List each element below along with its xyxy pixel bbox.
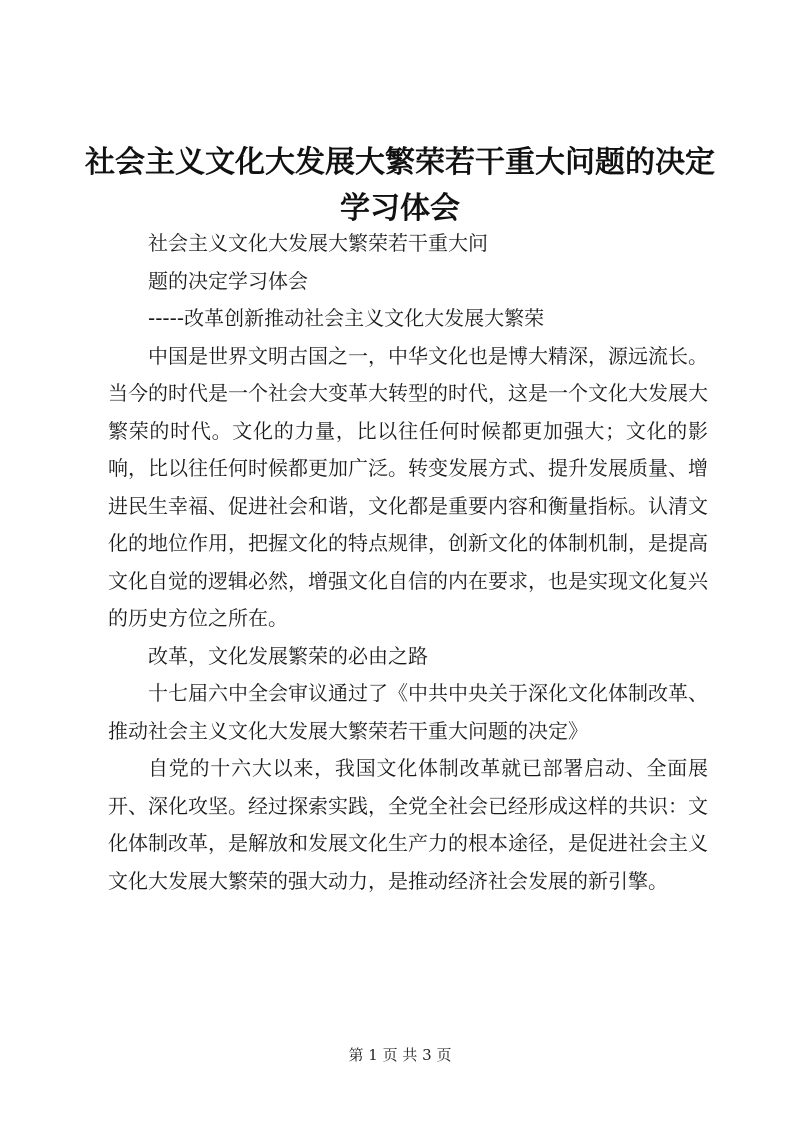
paragraph-heading-line-2: 题的决定学习体会: [148, 268, 308, 293]
paragraph-reform: 自党的十六大以来，我国文化体制改革就已部署启动、全面展开、深化攻坚。经过探索实践，全党全社会已经形成这样的共识：文化体制改革，是解放和发展文化生产力的根本途径，是促进社会主义文化大发展大繁荣的强大动力，是推动经济社会发展的新引擎。: [108, 756, 708, 893]
paragraph-decision: 十七届六中全会审议通过了《中共中央关于深化文化体制改革、推动社会主义文化大发展大繁荣若干重大问题的决定》: [108, 681, 708, 743]
paragraph-section-heading: 改革，文化发展繁荣的必由之路: [148, 643, 428, 668]
paragraph-subtitle: -----改革创新推动社会主义文化大发展大繁荣: [148, 306, 545, 330]
paragraph-intro: 中国是世界文明古国之一，中华文化也是博大精深，源远流长。当今的时代是一个社会大变革大转型的时代，这是一个文化大发展大繁荣的时代。文化的力量，比以往任何时候都更加强大；文化的影响，比以往任何时候都更加广泛。转变发展方式、提升发展质量、增进民生幸福、促进社会和谐，文化都是重要内容和衡量指标。认清文化的地位作用，把握文化的特点规律，创新文化的体制机制，是提高文化自觉的逻辑必然，增强文化自信的内在要求，也是实现文化复兴的历史方位之所在。: [108, 343, 708, 630]
document-title: 社会主义文化大发展大繁荣若干重大问题的决定学习体会: [85, 145, 715, 226]
paragraph-heading-line-1: 社会主义文化大发展大繁荣若干重大问: [148, 231, 488, 255]
page-indicator: 第 1 页 共 3 页: [348, 1046, 452, 1064]
document-body: [108, 225, 708, 900]
